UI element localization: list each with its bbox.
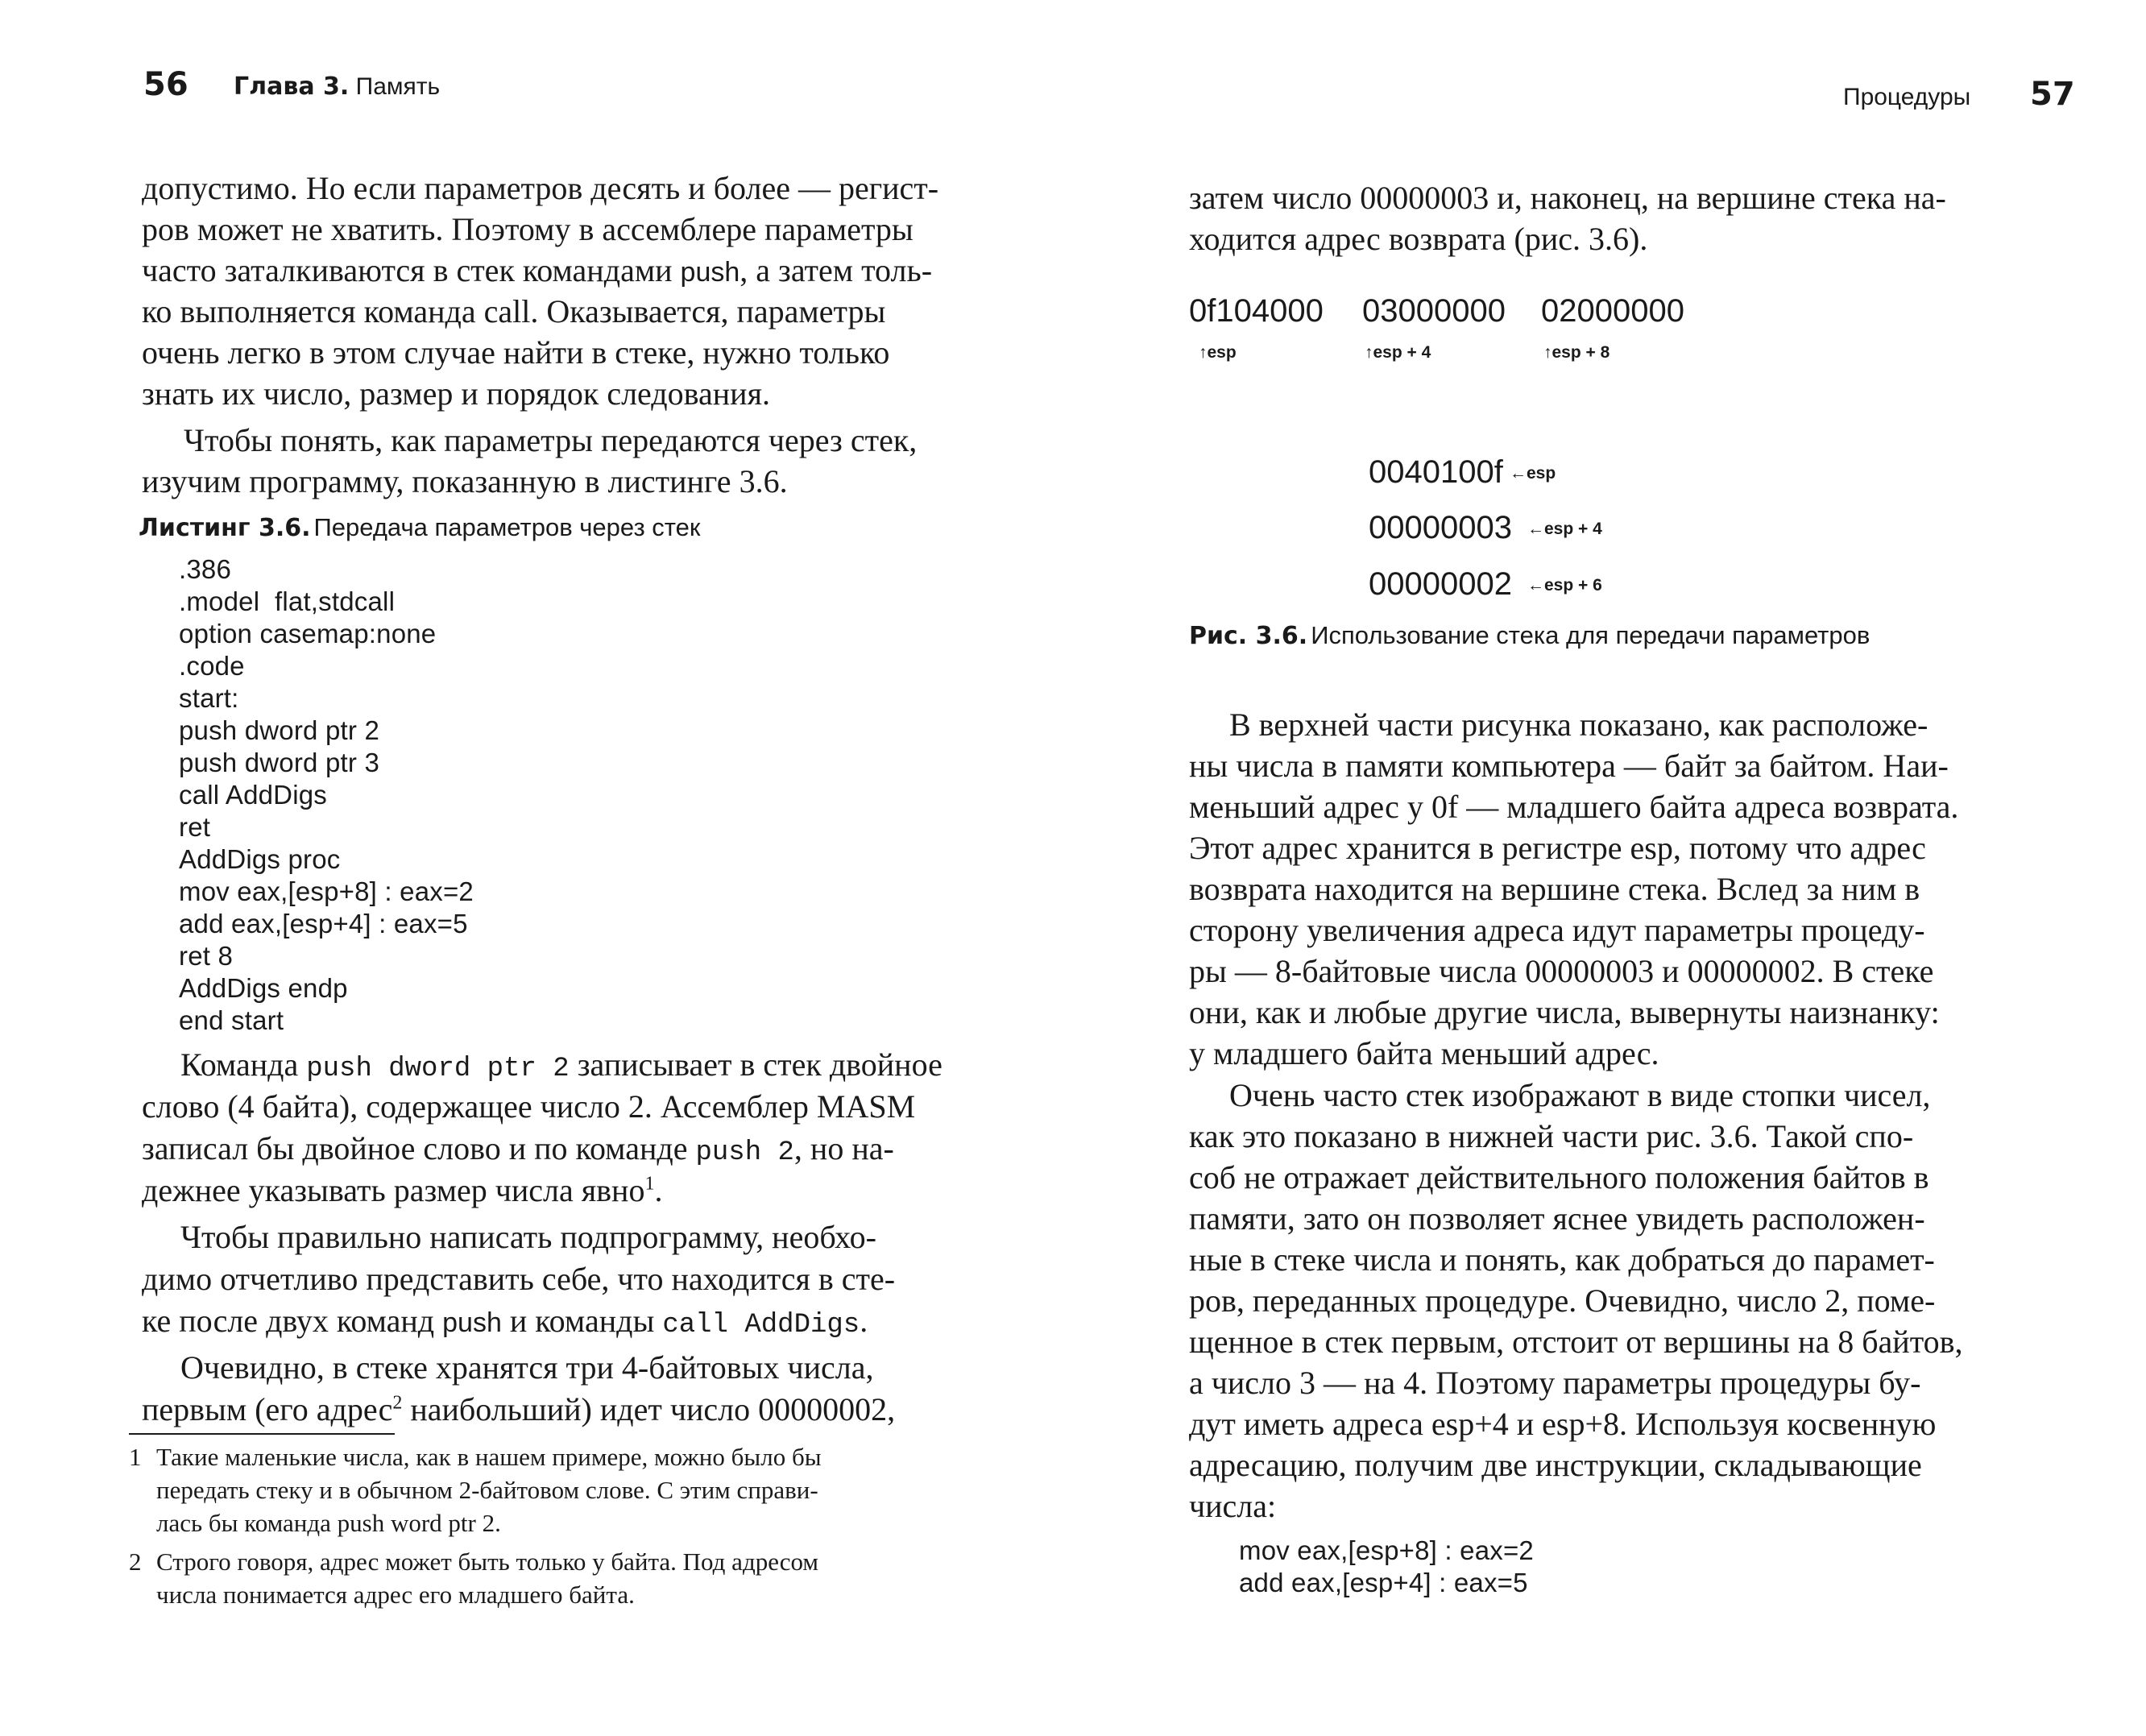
running-head-right: Процедуры <box>1843 84 1971 110</box>
code-line: .code <box>179 651 245 681</box>
code-line: start: <box>179 683 239 713</box>
paragraph-line: а число 3 — на 4. Поэтому параметры процедуры бу- <box>1189 1365 1921 1401</box>
bytes-value: 02000000 <box>1541 293 1684 329</box>
chapter-label: Глава 3. <box>234 73 350 101</box>
code-line: option casemap:none <box>179 619 437 648</box>
paragraph-line: ров может не хватить. Поэтому в ассемблере параметры <box>142 211 914 247</box>
paragraph-line: ходится адрес возврата (рис. 3.6). <box>1189 221 1648 257</box>
footnote-marker: 1 <box>129 1443 142 1471</box>
code-line: push dword ptr 2 <box>179 715 380 745</box>
footnote-line: Такие маленькие числа, как в нашем примере, можно было бы <box>156 1443 822 1471</box>
paragraph-line: щенное в стек первым, отстоит от вершины на 8 байтов, <box>1189 1324 1963 1360</box>
footnote-rule <box>129 1433 395 1435</box>
pointer-label: ←esp + 4 <box>1527 520 1602 538</box>
code-line: mov eax,[esp+8] : eax=2 <box>1239 1535 1534 1565</box>
code-line: .model flat,stdcall <box>179 586 396 616</box>
up-arrow-icon: ↑ <box>1365 343 1373 362</box>
paragraph-line: очень легко в этом случае найти в стеке, нужно только <box>142 334 890 371</box>
footnote-line: лась бы команда push word ptr 2. <box>156 1509 501 1537</box>
paragraph-line: первым (его адрес$^2$ наибольший) идет число 00000002, <box>142 1391 896 1427</box>
paragraph-line: димо отчетливо представить себе, что находится в сте- <box>142 1261 896 1297</box>
paragraph-line: сторону увеличения адреса идут параметры процеду- <box>1189 912 1925 948</box>
paragraph-line: числа: <box>1189 1488 1277 1524</box>
stack-value: 00000002 <box>1369 566 1512 602</box>
paragraph-line: В верхней части рисунка показано, как расположе- <box>1229 706 1928 743</box>
paragraph-line <box>142 293 886 329</box>
footnote-line: Строго говоря, адрес может быть только у байта. Под адресом <box>156 1547 819 1576</box>
paragraph-line: адресацию, получим две инструкции, складывающие <box>1189 1447 1922 1483</box>
code-line: call AddDigs <box>179 780 327 810</box>
paragraph-line: Команда push dword ptr 2 записывает в стек двойное <box>180 1046 942 1084</box>
right-page <box>1079 0 2146 1736</box>
paragraph-line: изучим программу, показанную в листинге 3.6. <box>142 463 788 499</box>
code-line: AddDigs endp <box>179 973 348 1003</box>
pointer-label: ↑esp + 4 <box>1365 343 1431 362</box>
paragraph-line: Чтобы правильно написать подпрограмму, необхо- <box>180 1219 876 1255</box>
code-line: end start <box>179 1005 284 1035</box>
paragraph-line: Этот адрес хранится в регистре esp, потому что адрес <box>1189 830 1926 866</box>
paragraph-line: затем число 00000003 и, наконец, на вершине стека на- <box>1189 180 1946 216</box>
paragraph-line: Очень часто стек изображают в виде стопки чисел, <box>1229 1077 1931 1113</box>
listing-title: Передача параметров через стек <box>313 513 701 541</box>
figure-caption <box>1189 621 1870 650</box>
paragraph-line: они, как и любые другие числа, вывернуты наизнанку: <box>1189 994 1940 1030</box>
code-line: add eax,[esp+4] : eax=5 <box>1239 1568 1528 1597</box>
footnote-line: передать стеку и в обычном 2-байтовом слове. С этим справи- <box>156 1476 818 1504</box>
paragraph-line: знать их число, размер и порядок следования. <box>142 375 770 412</box>
paragraph-line: записал бы двойное слово и по команде push 2, но на- <box>142 1130 894 1168</box>
figure-label: Рис. 3.6. <box>1189 622 1308 650</box>
running-head-left <box>234 73 440 101</box>
paragraph-line: слово (4 байта), содержащее число 2. Ассемблер MASM <box>142 1088 916 1125</box>
code-line: AddDigs proc <box>179 844 341 874</box>
left-arrow-icon: ← <box>1527 520 1544 538</box>
paragraph-line: памяти, зато он позволяет яснее увидеть расположен- <box>1189 1200 1925 1237</box>
up-arrow-icon: ↑ <box>1543 343 1552 362</box>
code-line: ret <box>179 812 211 842</box>
listing-caption <box>139 513 700 542</box>
page-number-right: 57 <box>2030 76 2075 113</box>
chapter-title: Память <box>355 73 441 100</box>
pointer-label: ↑esp + 8 <box>1543 343 1610 362</box>
paragraph-line: у младшего байта меньший адрес. <box>1189 1035 1659 1071</box>
text: ко выполняется команда call. Оказывается, параметры <box>142 293 886 329</box>
left-page <box>0 0 1047 1736</box>
code-line: mov eax,[esp+8] : eax=2 <box>179 876 474 906</box>
paragraph-line: соб не отражает действительного положения байтов в <box>1189 1159 1929 1195</box>
paragraph-line: ные в стеке числа и понять, как добраться до парамет- <box>1189 1241 1935 1278</box>
paragraph-line: допустимо. Но если параметров десять и более — регист- <box>142 170 939 206</box>
paragraph-line: ке после двух команд push и команды call AddDigs. <box>142 1303 868 1340</box>
paragraph-line: Чтобы понять, как параметры передаются через стек, <box>184 422 918 458</box>
paragraph-line: ров, переданных процедуре. Очевидно, число 2, поме- <box>1189 1282 1936 1319</box>
pointer-label: ←esp <box>1510 464 1556 483</box>
code-line: .386 <box>179 554 232 584</box>
paragraph-line: Очевидно, в стеке хранятся три 4-байтовых числа, <box>180 1349 874 1386</box>
bytes-value: 03000000 <box>1362 293 1506 329</box>
pointer-label: ←esp + 6 <box>1527 576 1602 595</box>
paragraph-line: возврата находится на вершине стека. Вслед за ним в <box>1189 871 1920 907</box>
listing-label: Листинг 3.6. <box>139 514 311 542</box>
left-arrow-icon: ← <box>1510 464 1527 483</box>
paragraph-line: дежнее указывать размер числа явно$^1$. <box>142 1172 663 1208</box>
paragraph-line: дут иметь адреса esp+4 и esp+8. Используя косвенную <box>1189 1406 1937 1442</box>
paragraph-line: меньший адрес у 0f — младшего байта адреса возврата. <box>1189 789 1959 825</box>
paragraph-line: как это показано в нижней части рис. 3.6. Такой спо- <box>1189 1118 1914 1154</box>
stack-figure <box>1189 288 1833 611</box>
footnote-line: числа понимается адрес его младшего байта. <box>156 1581 635 1609</box>
figure-title: Использование стека для передачи параметров <box>1311 621 1870 649</box>
page-number-left: 56 <box>143 66 188 103</box>
stack-value: 00000003 <box>1369 510 1512 545</box>
paragraph-line: часто заталкиваются в стек командами push, а затем толь- <box>142 252 933 288</box>
pointer-label: ↑esp <box>1199 343 1237 362</box>
code-line: push dword ptr 3 <box>179 748 380 777</box>
code-line: add eax,[esp+4] : eax=5 <box>179 909 468 938</box>
stack-value: 0040100f <box>1369 454 1503 490</box>
paragraph-line: ры — 8-байтовые числа 00000003 и 00000002. В стеке <box>1189 953 1934 989</box>
footnote-marker: 2 <box>129 1547 142 1576</box>
code-line: ret 8 <box>179 941 234 971</box>
paragraph-line: ны числа в памяти компьютера — байт за байтом. Наи- <box>1189 748 1949 784</box>
left-arrow-icon: ← <box>1527 576 1544 595</box>
bytes-value: 0f104000 <box>1189 293 1324 329</box>
up-arrow-icon: ↑ <box>1199 343 1208 362</box>
